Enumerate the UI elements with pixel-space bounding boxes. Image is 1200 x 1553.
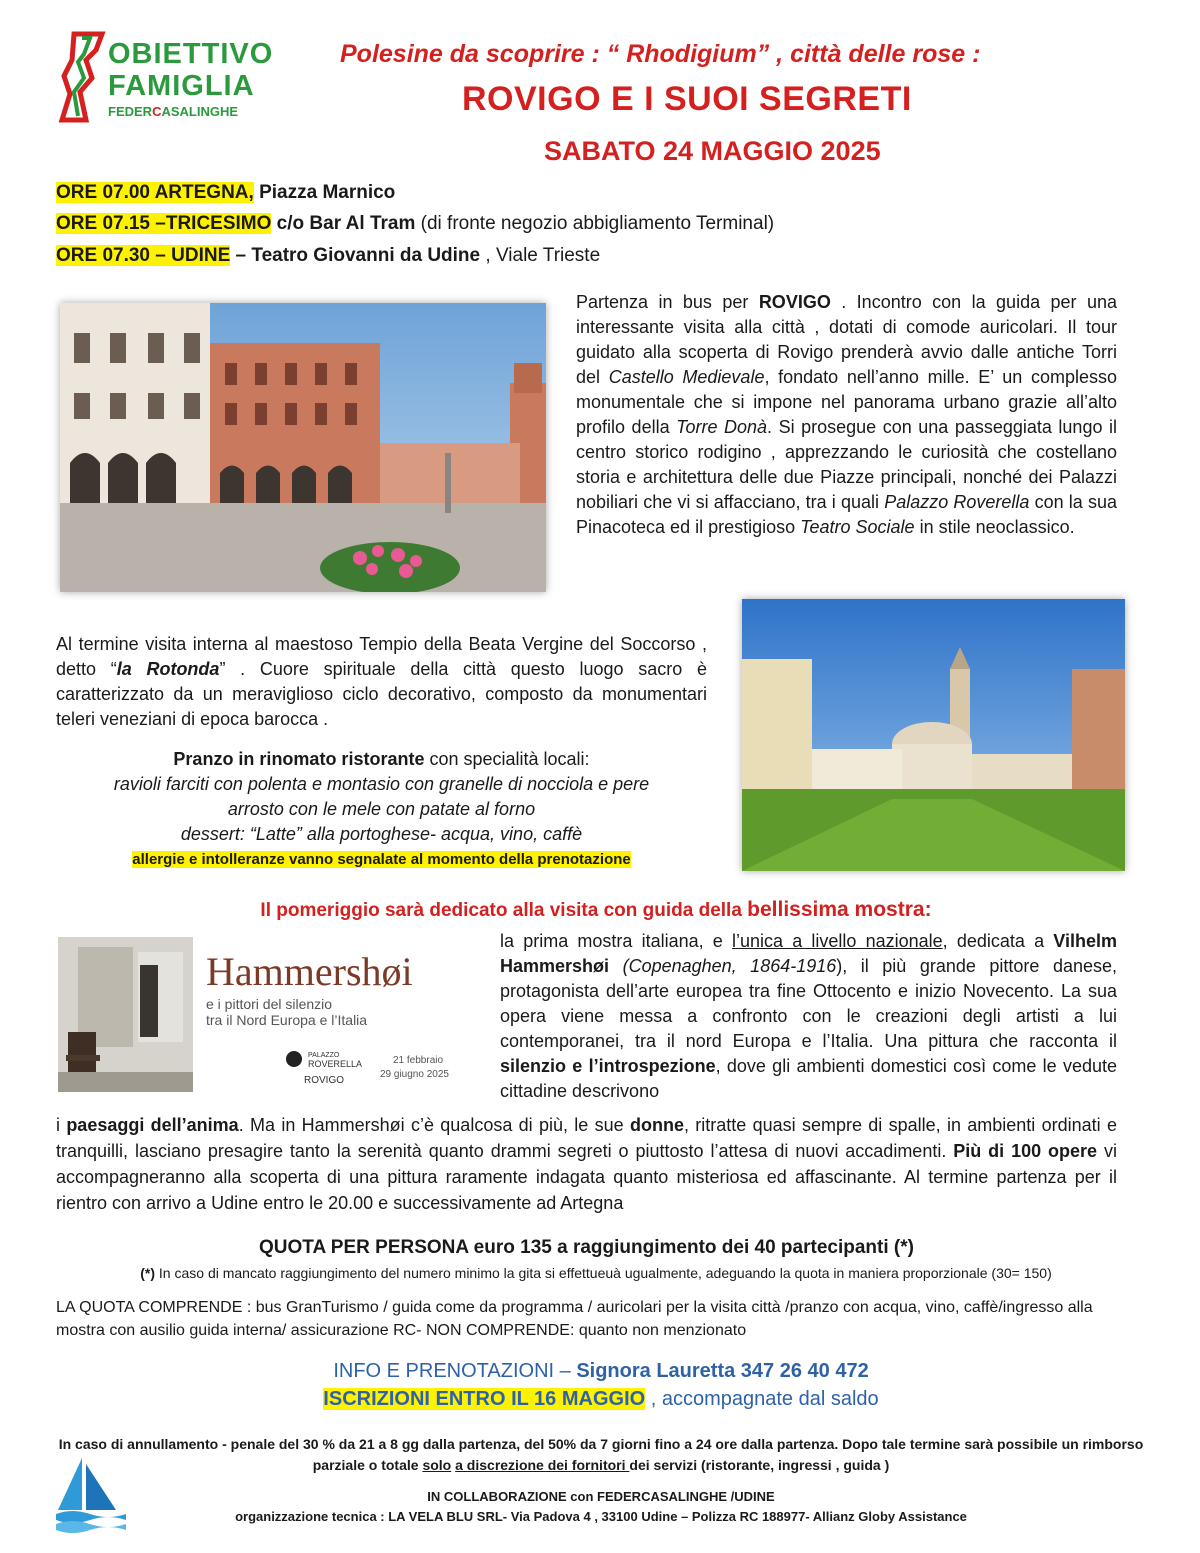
contact-phone: Signora Lauretta 347 26 40 472 bbox=[576, 1360, 869, 1382]
svg-text:ROVIGO: ROVIGO bbox=[304, 1075, 345, 1086]
rotonda-paragraph: Al termine visita interna al maestoso Tempio della Beata Vergine del Soccorso , detto “la Rotonda” . Cuore spirituale della città questo luogo sacro è caratterizzato da un meraviglioso ciclo decorativo, composto da monumentari teleri veneziani di epoca barocca . bbox=[56, 634, 707, 729]
footer-collab: IN COLLABORAZIONE con FEDERCASALINGHE /UDINE bbox=[427, 1489, 775, 1504]
palazzo-roverella-icon bbox=[286, 1051, 302, 1067]
logo-line3: FEDERCASALINGHE bbox=[108, 104, 239, 119]
departure-tricesimo: ORE 07.15 –TRICESIMO c/o Bar Al Tram (di fronte negozio abbigliamento Terminal) bbox=[56, 213, 775, 234]
departure-time: ORE 07.30 – UDINE bbox=[56, 245, 231, 266]
departure-place: c/o Bar Al Tram bbox=[271, 213, 416, 234]
poster-sub2: tra il Nord Europa e l’Italia bbox=[206, 1012, 368, 1028]
footer-org: organizzazione tecnica : LA VELA BLU SRL- Via Padova 4 , 33100 Udine – Polizza RC 188977- Allianz Globy Assistance bbox=[235, 1509, 967, 1524]
piazza-rovigo-photo bbox=[60, 303, 546, 592]
price-note: (*) In caso di mancato raggiungimento del numero minimo la gita si effettueuà ugualmente, adeguando la quota in maniera proporzionale (30= 150) bbox=[140, 1265, 1052, 1281]
registration-deadline: ISCRIZIONI ENTRO IL 16 MAGGIO , accompagnate dal saldo bbox=[323, 1388, 879, 1410]
logo-line2: FAMIGLIA bbox=[108, 70, 255, 102]
svg-text:21 febbraio: 21 febbraio bbox=[393, 1055, 444, 1066]
allergy-note: allergie e intolleranze vanno segnalate al momento della prenotazione bbox=[132, 851, 631, 868]
intro-paragraph: Partenza in bus per ROVIGO . Incontro con la guida per una interessante visita alla città , dotati di comode auricolari. Il tour guidato alla scoperta di Rovigo prenderà avvio dalle antiche Torri del Castello Medievale, fondato nell’anno mille. E’ un complesso monumentale che si impone nel panorama urbano grazie all’alto profilo della Torre Donà. Si prosegue con una passeggiata lungo il centro storico rodigino , apprezzando le curiosità che costellano storia e architettura delle due Piazze principali, nonché dei Palazzi nobiliari che vi si affacciano, tra i quali Palazzo Roverella con la sua Pinacoteca ed il prestigioso Teatro Sociale in stile neoclassico. bbox=[576, 292, 1118, 537]
price-heading: QUOTA PER PERSONA euro 135 a raggiungimento dei 40 partecipanti (*) bbox=[259, 1237, 914, 1258]
mostra-heading: Il pomeriggio sarà dedicato alla visita con guida della bellissima mostra: bbox=[260, 898, 932, 921]
mostra-paragraph-continued: i paesaggi dell’anima. Ma in Hammershøi c’è qualcosa di più, le sue donne, ritratte quasi sempre di spalle, in ambienti ordinati e tranquilli, lasciano presagire tanto la serenità quanto drammi segreti o piuttosto l’attesa di nuovi accadimenti. Più di 100 opere vi accompagneranno alla scoperta di una pittura raramente indagata quanto misteriosa ed affascinante. Al termine partenza per il rientro con arrivo a Udine entro le 20.00 e successivamente ad Artegna bbox=[56, 1115, 1117, 1213]
svg-text:29 giugno 2025: 29 giugno 2025 bbox=[380, 1069, 449, 1080]
poster-name: Hammershøi bbox=[206, 949, 413, 994]
lunch-menu-line: dessert: “Latte” alla portoghese- acqua, vino, caffè bbox=[180, 824, 583, 844]
lunch-menu-line: ravioli farciti con polenta e montasio con granelle di nocciola e pere bbox=[113, 774, 650, 794]
poster-sub1: e i pittori del silenzio bbox=[206, 996, 333, 1012]
rotonda-photo bbox=[742, 599, 1125, 871]
departure-place: Piazza Marnico bbox=[253, 182, 396, 203]
departure-udine: ORE 07.30 – UDINE – Teatro Giovanni da Udine , Viale Trieste bbox=[56, 245, 601, 266]
lunch-title: Pranzo in rinomato ristorante con specialità locali: bbox=[173, 749, 590, 769]
departure-time: ORE 07.00 ARTEGNA, bbox=[56, 182, 254, 203]
svg-text:ROVERELLA: ROVERELLA bbox=[308, 1059, 363, 1069]
departure-place: – Teatro Giovanni da Udine bbox=[230, 245, 481, 266]
mostra-paragraph: la prima mostra italiana, e l’unica a livello nazionale, dedicata a Vilhelm Hammershøi (Copenaghen, 1864-1916), il più grande pittore danese, protagonista dell’arte europea tra fine Ottocento e inizio Novecento. La sua opera viene messa a confronto con le creazioni degli artisti a lui contemporanei, tra il nord Europa e l’Italia. Una pittura che racconta il silenzio e l’introspezione, dove gli ambienti domestici così come le vedute cittadine descrivono bbox=[500, 931, 1117, 1101]
info-booking: INFO E PRENOTAZIONI – Signora Lauretta 347 26 40 472 bbox=[333, 1360, 869, 1382]
lunch-section bbox=[56, 747, 707, 872]
lunch-menu-line: arrosto con le mele con patate al forno bbox=[227, 799, 536, 819]
departure-time: ORE 07.15 –TRICESIMO bbox=[56, 213, 272, 234]
logo-line1: OBIETTIVO bbox=[108, 38, 274, 70]
event-date: SABATO 24 MAGGIO 2025 bbox=[544, 136, 881, 166]
obiettivo-famiglia-logo bbox=[56, 30, 296, 125]
footer bbox=[56, 1487, 1146, 1527]
departure-artegna bbox=[56, 180, 395, 206]
logo-flag-icon bbox=[56, 30, 116, 125]
cancellation-policy: In caso di annullamento - penale del 30 % da 21 a 8 gg dalla partenza, del 50% da 7 giorni fino a 24 ore dalla partenza. Dopo tale termine sarà possibile un rimborso parziale o totale solo a discrezione dei fornitori dei servizi (ristorante, ingressi , guida ) bbox=[58, 1436, 1144, 1473]
page-title: ROVIGO E I SUOI SEGRETI bbox=[462, 80, 912, 118]
svg-text:PALAZZO: PALAZZO bbox=[308, 1052, 340, 1059]
price-includes: LA QUOTA COMPRENDE : bus GranTurismo / guida come da programma / auricolari per la visita città /pranzo con acqua, vino, caffè/ingresso alla mostra con ausilio guida interna/ assicurazione RC- NON COMPRENDE: quanto non menzionato bbox=[56, 1299, 1093, 1339]
hammershoi-poster bbox=[58, 937, 473, 1092]
page-subtitle: Polesine da scoprire : “ Rhodigium” , città delle rose : bbox=[340, 40, 981, 68]
